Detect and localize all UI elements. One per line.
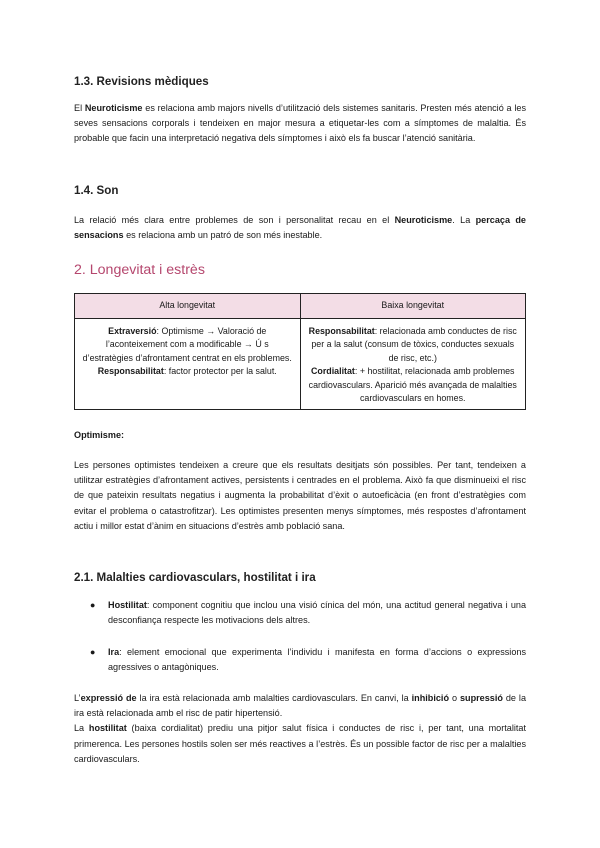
section-heading-longevitat: 2. Longevitat i estrès [74,262,205,278]
text-run: es relaciona amb majors nivells d’utilització dels sistemes sanitaris. Presten més atenció a les seves sensacions corporals i tendeixen en major mesura a etiquetar-les com a símptomes de malaltia. És probable que facin una interpretació negativa dels símptomes i això els fa buscar l’atenció sanitària. [74,103,526,144]
bold-term: Neuroticisme [84,103,143,113]
bold-term: Ira [108,647,120,657]
table-row [75,319,526,410]
bold-term: Responsabilitat [97,366,164,377]
paragraph-son [74,213,526,243]
paragraph-revisions [74,101,526,147]
bullet-text [108,598,526,628]
text-run: : component cognitiu que inclou una visió cínica del món, una actitud general negativa i una desconfiança respecte les motivacions dels altres. [108,600,526,626]
bullet-item-ira [90,645,526,675]
optimisme-heading: Optimisme: [74,430,125,440]
text-run: es relaciona amb un patró de son més inestable. [123,230,323,241]
text-run: La relació més clara entre problemes de son i personalitat recau en el [74,215,395,225]
bullet-text [108,645,526,675]
bullet-item-hostilitat [90,598,526,628]
text-run: El [74,103,85,113]
text-run: la ira està relacionada amb malalties cardiovasculars. En canvi, la [136,693,412,703]
text-run: o [449,693,460,703]
paragraph-ira [74,691,526,767]
text-run: : factor protector per la salut. [163,366,277,377]
bold-term: Cordialitat [311,366,355,377]
text-run: : element emocional que experimenta l’individu i manifesta en forma d’accions o expressions agressives o antagòniques. [108,647,526,673]
table-header-alta: Alta longevitat [75,294,301,319]
section-heading-revisions: 1.3. Revisions mèdiques [74,75,209,88]
text-run: : relacionada amb conductes de risc per a la salut (consum de tòxics, conductes sexuals de risc, etc.) [311,326,517,363]
text-run: La [74,723,89,734]
bullet-icon: ● [90,600,96,610]
text-run: . La [452,215,476,225]
bold-term: inhibició [411,693,449,703]
bold-term: expressió de [80,693,137,703]
table-header-row [75,294,526,319]
text-run: : + hostilitat, relacionada amb problemes cardiovasculars. Aparició més avançada de malalties cardiovasculars en homes. [308,366,517,404]
bold-term: Neuroticisme [394,215,453,225]
table-cell-baixa [300,319,526,410]
cell-entry [81,325,294,365]
bold-term: percaça de sensacions [74,215,526,241]
cell-entry [307,325,520,365]
bold-term: hostilitat [88,723,127,734]
text-run: L’ [74,693,81,703]
cell-entry [307,365,520,405]
longevity-table [74,293,526,410]
bold-term: supressió [459,693,503,703]
text-run: (baixa cordialitat) prediu una pitjor salut física i conductes de risc i, per tant, una mortalitat primerenca. Les persones hostils solen ser més reactives a l’estrès. És un possible factor de risc per a malalties cardiovasculars. [74,723,526,764]
section-heading-malalties: 2.1. Malalties cardiovasculars, hostilitat i ira [74,571,316,584]
table-header-baixa: Baixa longevitat [300,294,526,319]
text-run: : Optimisme → Valoració de l’aconteixement com a modificable → Ú s d’estratègies d’afrontament centrat en els problemes. [82,326,292,363]
bold-term: Hostilitat [108,600,147,610]
section-heading-son: 1.4. Son [74,184,119,197]
bold-term: Extraversió [108,326,157,336]
cell-entry [81,365,294,378]
bold-term: Responsabilitat [308,326,375,336]
paragraph-optimisme: Les persones optimistes tendeixen a creure que els resultats desitjats són possibles. Per tant, tendeixen a utilitzar estratègies d’afrontament actives, persistents i centrades en el problema. Això fa que disminueixi el risc de que pateixin resultats negatius i augmenta la probabilitat d’èxit o autoeficàcia (en front d’estratègies com evitar el problema o catastrofitzar). Les optimistes presenten menys símptomes, més respostes d’afrontament actiu i millor estat d’ànim en situacions d’estrès amb població sana. [74,460,526,531]
bullet-icon: ● [90,647,96,657]
table-cell-alta [75,319,301,410]
text-run: de la ira està relacionada amb el risc de patir hipertensió. [74,693,526,719]
